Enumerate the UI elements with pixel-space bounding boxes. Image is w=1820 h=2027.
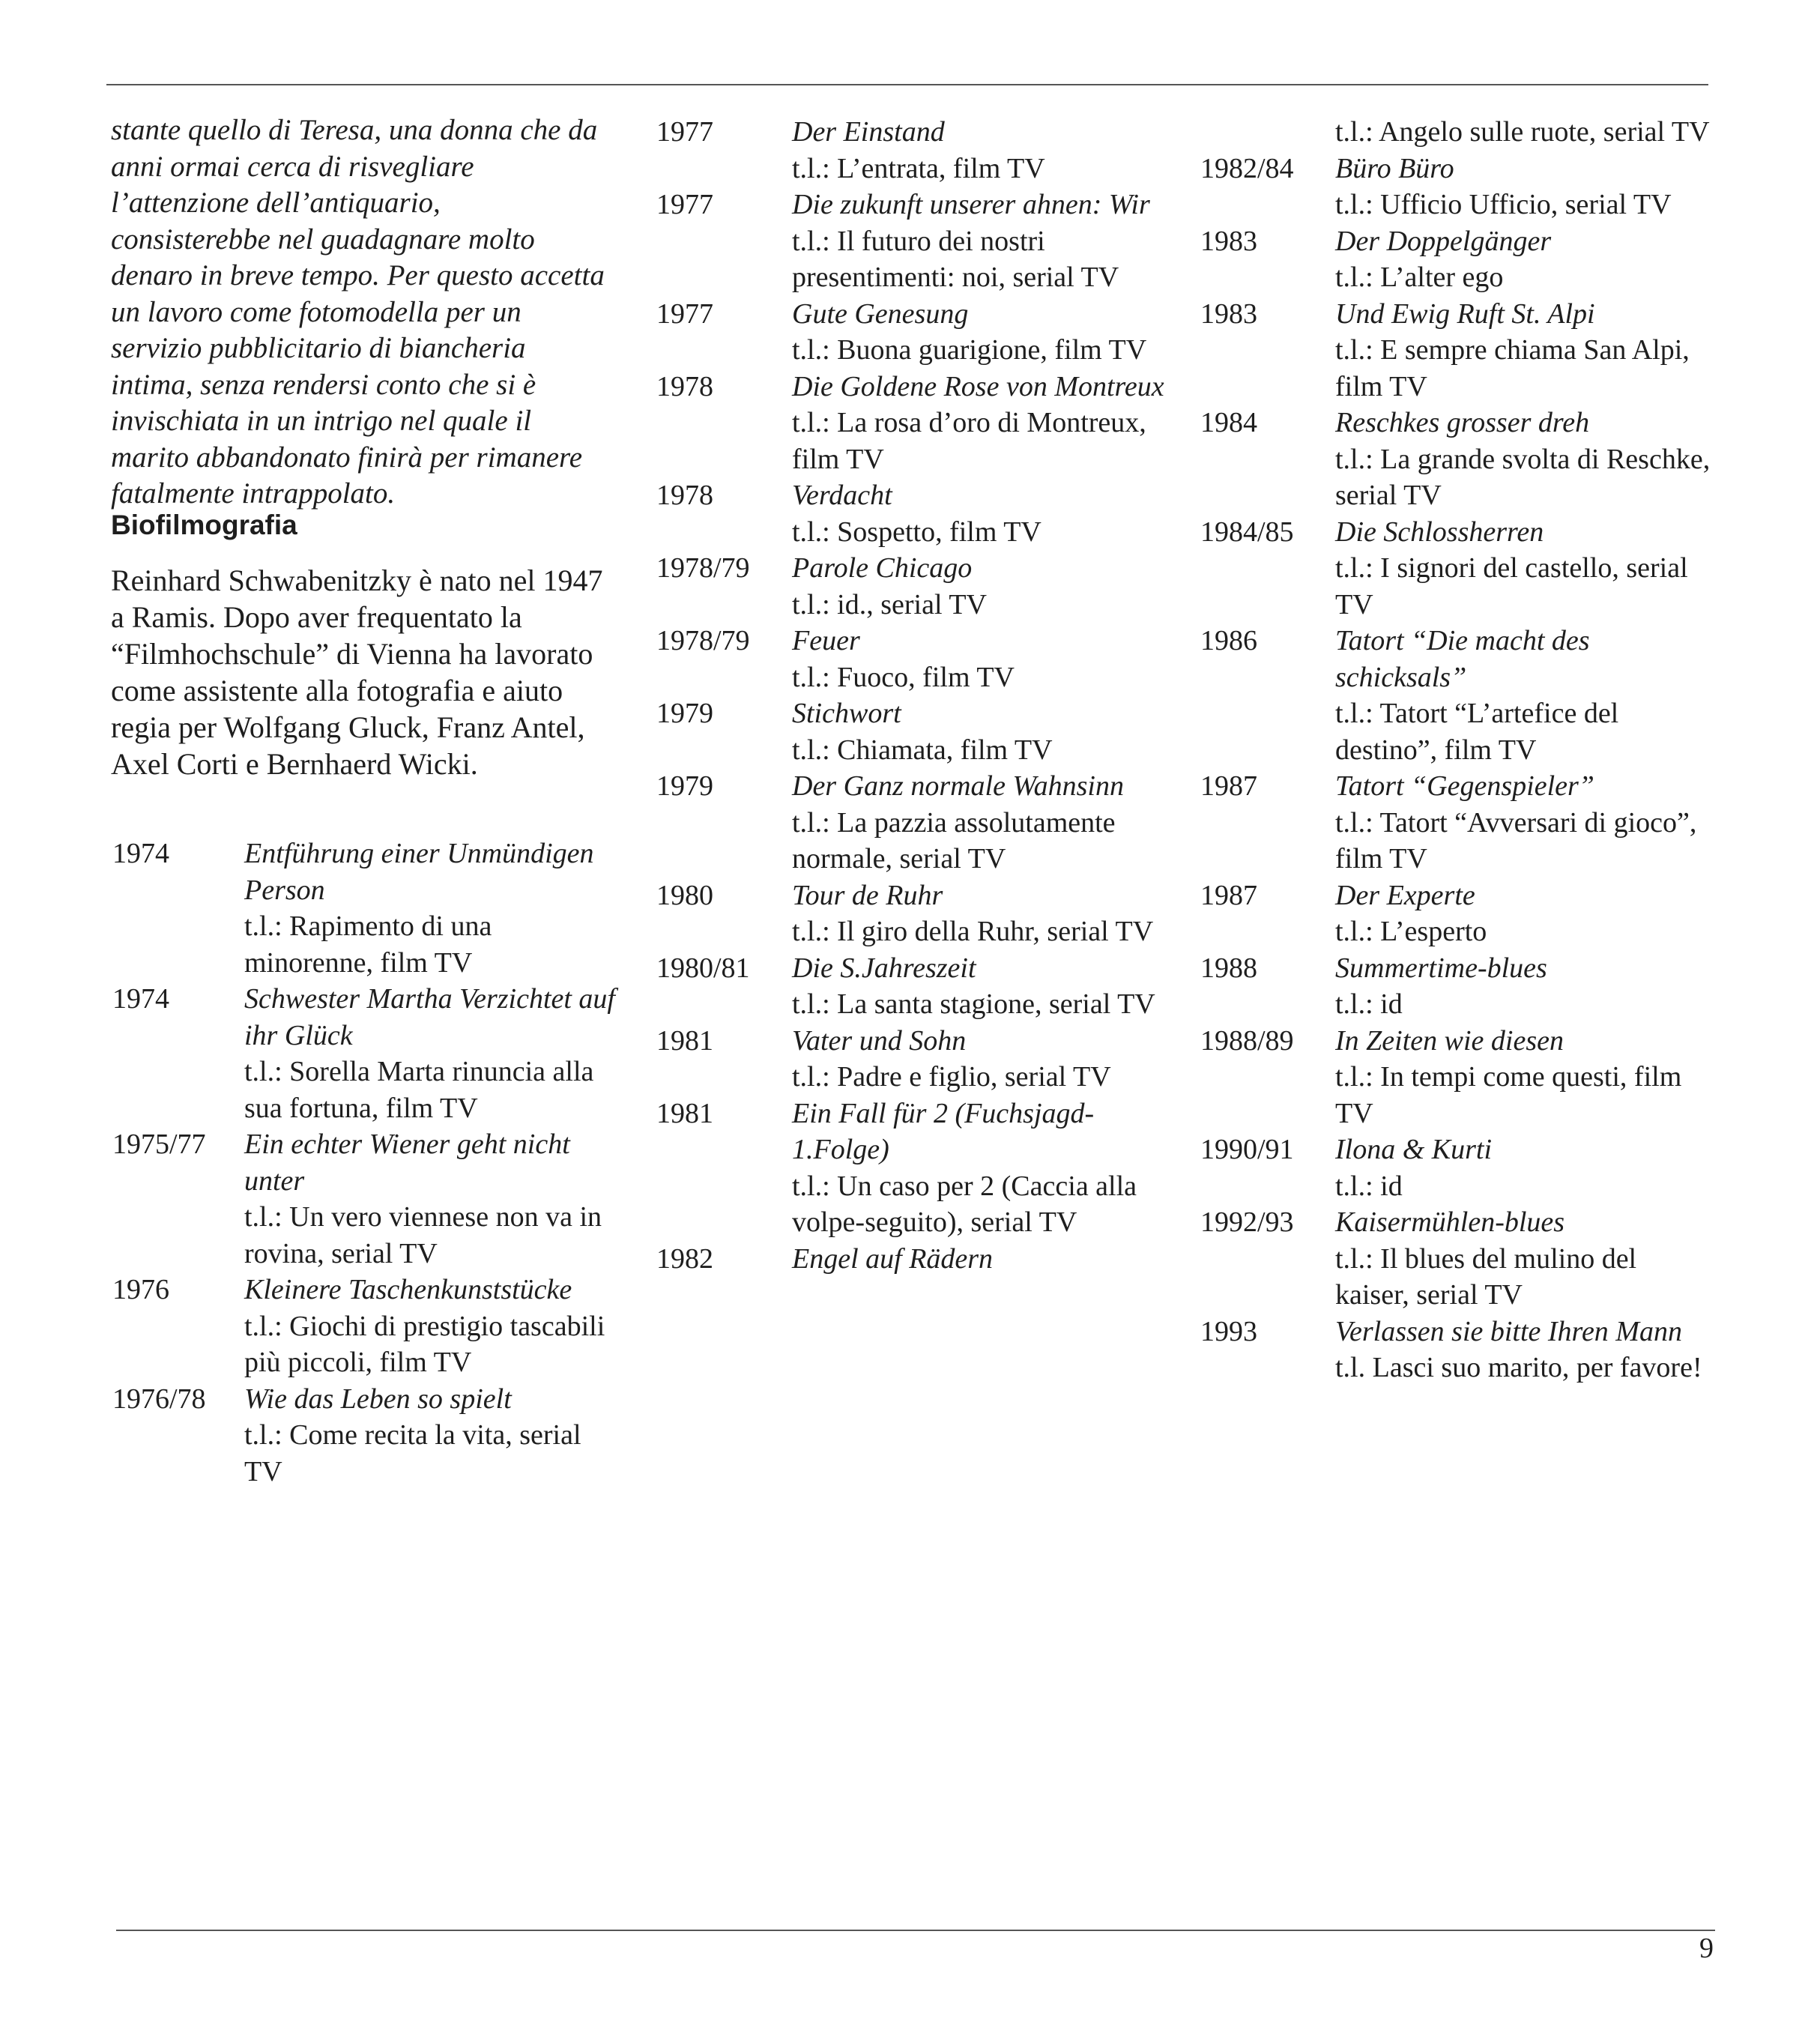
entry-translation: t.l. Lasci suo marito, per favore! (1335, 1352, 1702, 1383)
entry-translation: t.l.: id (1335, 1170, 1403, 1202)
entry-body (792, 1096, 1170, 1241)
filmography-entry (656, 369, 1170, 478)
entry-year: 1982 (656, 1242, 713, 1275)
filmography-entry (1200, 768, 1712, 877)
entry-body (792, 477, 1170, 550)
entry-year: 1976 (112, 1274, 169, 1305)
entry-year: 1984 (1200, 407, 1257, 438)
filmography-entry (112, 1381, 618, 1490)
entry-year: 1981 (656, 1024, 713, 1057)
entry-title: Der Einstand (792, 116, 945, 148)
filmography-entry (1200, 296, 1712, 405)
entry-year: 1988 (1200, 952, 1257, 984)
filmography-entry (656, 877, 1170, 950)
entry-year: 1993 (1200, 1315, 1257, 1347)
filmography-entry (656, 477, 1170, 550)
entry-body (1335, 1132, 1712, 1204)
entry-year: 1986 (1200, 625, 1257, 656)
entry-year: 1981 (656, 1097, 713, 1129)
entry-title: Die Schlossherren (1335, 516, 1544, 548)
entry-translation: t.l.: Tatort “L’artefice del destino”, film TV (1335, 698, 1619, 766)
entry-title: Gute Genesung (792, 297, 969, 330)
section-heading: Biofilmografia (111, 510, 297, 540)
filmography-entry (1200, 950, 1712, 1023)
entry-body (1335, 623, 1712, 768)
entry-title: Stichwort (792, 698, 901, 729)
filmography-entry (656, 114, 1170, 187)
entry-year: 1988/89 (1200, 1024, 1294, 1057)
entry-year: 1974 (112, 838, 169, 869)
entry-year: 1977 (656, 116, 713, 148)
entry-title: Die zukunft unserer ahnen: Wir (792, 189, 1150, 220)
entry-body (792, 695, 1170, 768)
bottom-rule (116, 1930, 1715, 1931)
entry-year: 1992/93 (1200, 1206, 1294, 1238)
entry-year: 1978 (656, 480, 713, 511)
entry-body (792, 296, 1170, 369)
entry-translation: t.l.: La rosa d’oro di Montreux, film TV (792, 407, 1146, 475)
entry-body (1335, 1204, 1712, 1314)
entry-translation: t.l.: Ufficio Ufficio, serial TV (1335, 189, 1672, 220)
entry-year: 1978/79 (656, 625, 750, 656)
filmography-entry (656, 950, 1170, 1023)
filmography-entry (112, 836, 618, 981)
entry-translation: t.l.: Sorella Marta rinuncia alla sua fortuna, film TV (244, 1056, 594, 1124)
entry-year: 1974 (112, 983, 169, 1015)
entry-year: 1976/78 (112, 1383, 206, 1415)
filmography-entry (656, 623, 1170, 695)
entry-body (244, 1272, 618, 1381)
entry-title: Der Doppelgänger (1335, 225, 1552, 257)
entry-body (1335, 768, 1712, 877)
entry-translation: t.l.: id (1335, 988, 1403, 1020)
entry-title: Feuer (792, 625, 860, 656)
entry-translation: t.l.: Tatort “Avversari di gioco”, film TV (1335, 806, 1697, 874)
filmography-entry (656, 768, 1170, 877)
entry-body (1335, 1023, 1712, 1132)
entry-body (792, 950, 1170, 1023)
entry-title: Die Goldene Rose von Montreux (792, 370, 1164, 402)
filmography-entry (656, 296, 1170, 369)
filmography-entry (656, 695, 1170, 768)
entry-year: 1980 (656, 879, 713, 911)
entry-translation: t.l.: La grande svolta di Reschke, serial TV (1335, 443, 1711, 511)
biography-paragraph: Reinhard Schwabenitzky è nato nel 1947 a Ramis. Dopo aver frequentato la “Filmhochschule” di Vienna ha lavorato come assistente alla fotografia e aiuto regia per Wolfgang Gluck, Franz Antel, Axel Corti e Bernhaerd Wicki. (111, 564, 603, 781)
entry-body (1335, 950, 1712, 1023)
entry-title: Engel auf Rädern (792, 1242, 994, 1275)
entry-translation: t.l.: L’entrata, film TV (792, 152, 1045, 184)
entry-body (1335, 405, 1712, 514)
entry-body (792, 1241, 1170, 1278)
entry-title: Tatort “Gegenspieler” (1335, 770, 1594, 802)
entry-title: Ein Fall für 2 (Fuchsjagd-1.Folge) (792, 1097, 1095, 1165)
entry-title: Verdacht (792, 480, 892, 511)
entry-translation: t.l.: Un vero viennese non va in rovina, serial TV (244, 1201, 602, 1269)
entry-body (244, 1126, 618, 1272)
entry-year: 1979 (656, 698, 713, 729)
entry-translation: t.l.: Rapimento di una minorenne, film TV (244, 910, 492, 979)
entry-body (1335, 114, 1712, 151)
entry-year: 1984/85 (1200, 516, 1294, 548)
entry-year: 1990/91 (1200, 1134, 1294, 1165)
entry-translation: t.l.: Come recita la vita, serial TV (244, 1419, 581, 1487)
entry-year: 1977 (656, 189, 713, 220)
entry-translation: t.l.: I signori del castello, serial TV (1335, 552, 1688, 620)
entry-title: Ein echter Wiener geht nicht unter (244, 1129, 570, 1197)
entry-title: Verlassen sie bitte Ihren Mann (1335, 1315, 1682, 1347)
entry-translation: t.l.: Sospetto, film TV (792, 516, 1041, 548)
entry-body (792, 187, 1170, 296)
entry-title: Entführung einer Unmündigen Person (244, 838, 594, 906)
entry-body (792, 768, 1170, 877)
entry-title: Kaisermühlen-blues (1335, 1206, 1565, 1238)
entry-body (1335, 514, 1712, 623)
synopsis-paragraph: stante quello di Teresa, una donna che da anni ormai cerca di risvegliare l’attenzione dell’antiquario, consisterebbe nel guadagnare molto denaro in breve tempo. Per questo accetta un lavoro come fotomodella per un servizio pubblicitario di biancheria intima, senza rendersi conto che si è invischiata in un intrigo nel quale il marito abbandonato finirà per rimanere fatalmente intrappolato. (111, 114, 605, 510)
entry-title: Büro Büro (1335, 152, 1454, 184)
entry-translation: t.l.: Chiamata, film TV (792, 734, 1053, 766)
entry-year: 1978/79 (656, 552, 750, 584)
entry-body (792, 550, 1170, 623)
filmography-entry (1200, 1204, 1712, 1314)
entry-translation: t.l.: id., serial TV (792, 588, 987, 620)
entry-body (244, 836, 618, 981)
entry-body (244, 1381, 618, 1490)
entry-title: Der Ganz normale Wahnsinn (792, 770, 1124, 802)
entry-year: 1979 (656, 770, 713, 802)
entry-title: Ilona & Kurti (1335, 1134, 1493, 1165)
entry-translation: t.l.: L’esperto (1335, 916, 1487, 947)
filmography-entry (656, 1241, 1170, 1278)
filmography-column-3 (1200, 114, 1712, 1386)
top-rule (106, 84, 1708, 85)
entry-translation: t.l.: Il blues del mulino del kaiser, serial TV (1335, 1242, 1637, 1311)
filmography-entry (112, 1272, 618, 1381)
filmography-entry (112, 1126, 618, 1272)
entry-title: Der Experte (1335, 879, 1475, 911)
filmography-entry (1200, 1132, 1712, 1204)
entry-title: Tatort “Die macht des schicksals” (1335, 625, 1590, 693)
entry-year: 1980/81 (656, 952, 750, 984)
entry-translation: t.l.: L’alter ego (1335, 262, 1504, 293)
entry-year: 1978 (656, 370, 713, 402)
filmography-entry (1200, 223, 1712, 296)
entry-body (792, 369, 1170, 478)
entry-body (1335, 877, 1712, 950)
entry-year: 1983 (1200, 225, 1257, 257)
filmography-entry (1200, 623, 1712, 768)
entry-year: 1977 (656, 297, 713, 330)
entry-body (244, 981, 618, 1126)
filmography-entry (656, 1096, 1170, 1241)
entry-year: 1983 (1200, 297, 1257, 330)
entry-translation: t.l.: Angelo sulle ruote, serial TV (1335, 116, 1710, 148)
entry-year: 1987 (1200, 770, 1257, 802)
entry-title: Summertime-blues (1335, 952, 1547, 984)
entry-title: Reschkes grosser dreh (1335, 407, 1590, 438)
entry-title: Wie das Leben so spielt (244, 1383, 512, 1415)
entry-translation: t.l.: Un caso per 2 (Caccia alla volpe-seguito), serial TV (792, 1170, 1137, 1238)
filmography-column-2 (656, 114, 1170, 1277)
filmography-entry (1200, 1314, 1712, 1386)
entry-body (792, 1023, 1170, 1096)
entry-title: Die S.Jahreszeit (792, 952, 976, 984)
entry-translation: t.l.: E sempre chiama San Alpi, film TV (1335, 334, 1690, 402)
entry-year: 1987 (1200, 879, 1257, 911)
filmography-entry (1200, 405, 1712, 514)
entry-translation: t.l.: Buona guarigione, film TV (792, 334, 1147, 366)
entry-body (792, 623, 1170, 695)
entry-body (792, 114, 1170, 187)
filmography-column-1 (112, 836, 618, 1490)
entry-translation: t.l.: In tempi come questi, film TV (1335, 1061, 1682, 1129)
filmography-entry (656, 1023, 1170, 1096)
filmography-entry (656, 187, 1170, 296)
entry-body (1335, 223, 1712, 296)
filmography-entry (1200, 514, 1712, 623)
entry-title: Und Ewig Ruft St. Alpi (1335, 297, 1595, 330)
entry-title: Parole Chicago (792, 552, 973, 584)
filmography-entry (1200, 151, 1712, 223)
entry-year: 1975/77 (112, 1129, 206, 1160)
entry-translation: t.l.: Il futuro dei nostri presentimenti: noi, serial TV (792, 225, 1119, 293)
entry-body (1335, 296, 1712, 405)
entry-title: Vater und Sohn (792, 1024, 967, 1057)
entry-translation: t.l.: Padre e figlio, serial TV (792, 1061, 1111, 1093)
entry-translation: t.l.: La pazzia assolutamente normale, serial TV (792, 806, 1116, 874)
entry-translation: t.l.: Giochi di prestigio tascabili più piccoli, film TV (244, 1310, 605, 1378)
entry-year (1200, 114, 1335, 151)
entry-body (792, 877, 1170, 950)
filmography-entry (112, 981, 618, 1126)
entry-translation: t.l.: La santa stagione, serial TV (792, 988, 1155, 1020)
filmography-entry (1200, 877, 1712, 950)
entry-title: Kleinere Taschenkunststücke (244, 1274, 572, 1305)
entry-translation: t.l.: Il giro della Ruhr, serial TV (792, 916, 1154, 947)
filmography-entry (656, 550, 1170, 623)
page-number: 9 (1699, 1933, 1714, 1964)
entry-translation: t.l.: Fuoco, film TV (792, 661, 1015, 693)
entry-body (1335, 151, 1712, 223)
filmography-entry (1200, 114, 1712, 151)
entry-title: Schwester Martha Verzichtet auf ihr Glück (244, 983, 615, 1051)
entry-body (1335, 1314, 1712, 1386)
entry-year: 1982/84 (1200, 152, 1294, 184)
entry-title: Tour de Ruhr (792, 879, 943, 911)
filmography-entry (1200, 1023, 1712, 1132)
entry-title: In Zeiten wie diesen (1335, 1024, 1564, 1057)
